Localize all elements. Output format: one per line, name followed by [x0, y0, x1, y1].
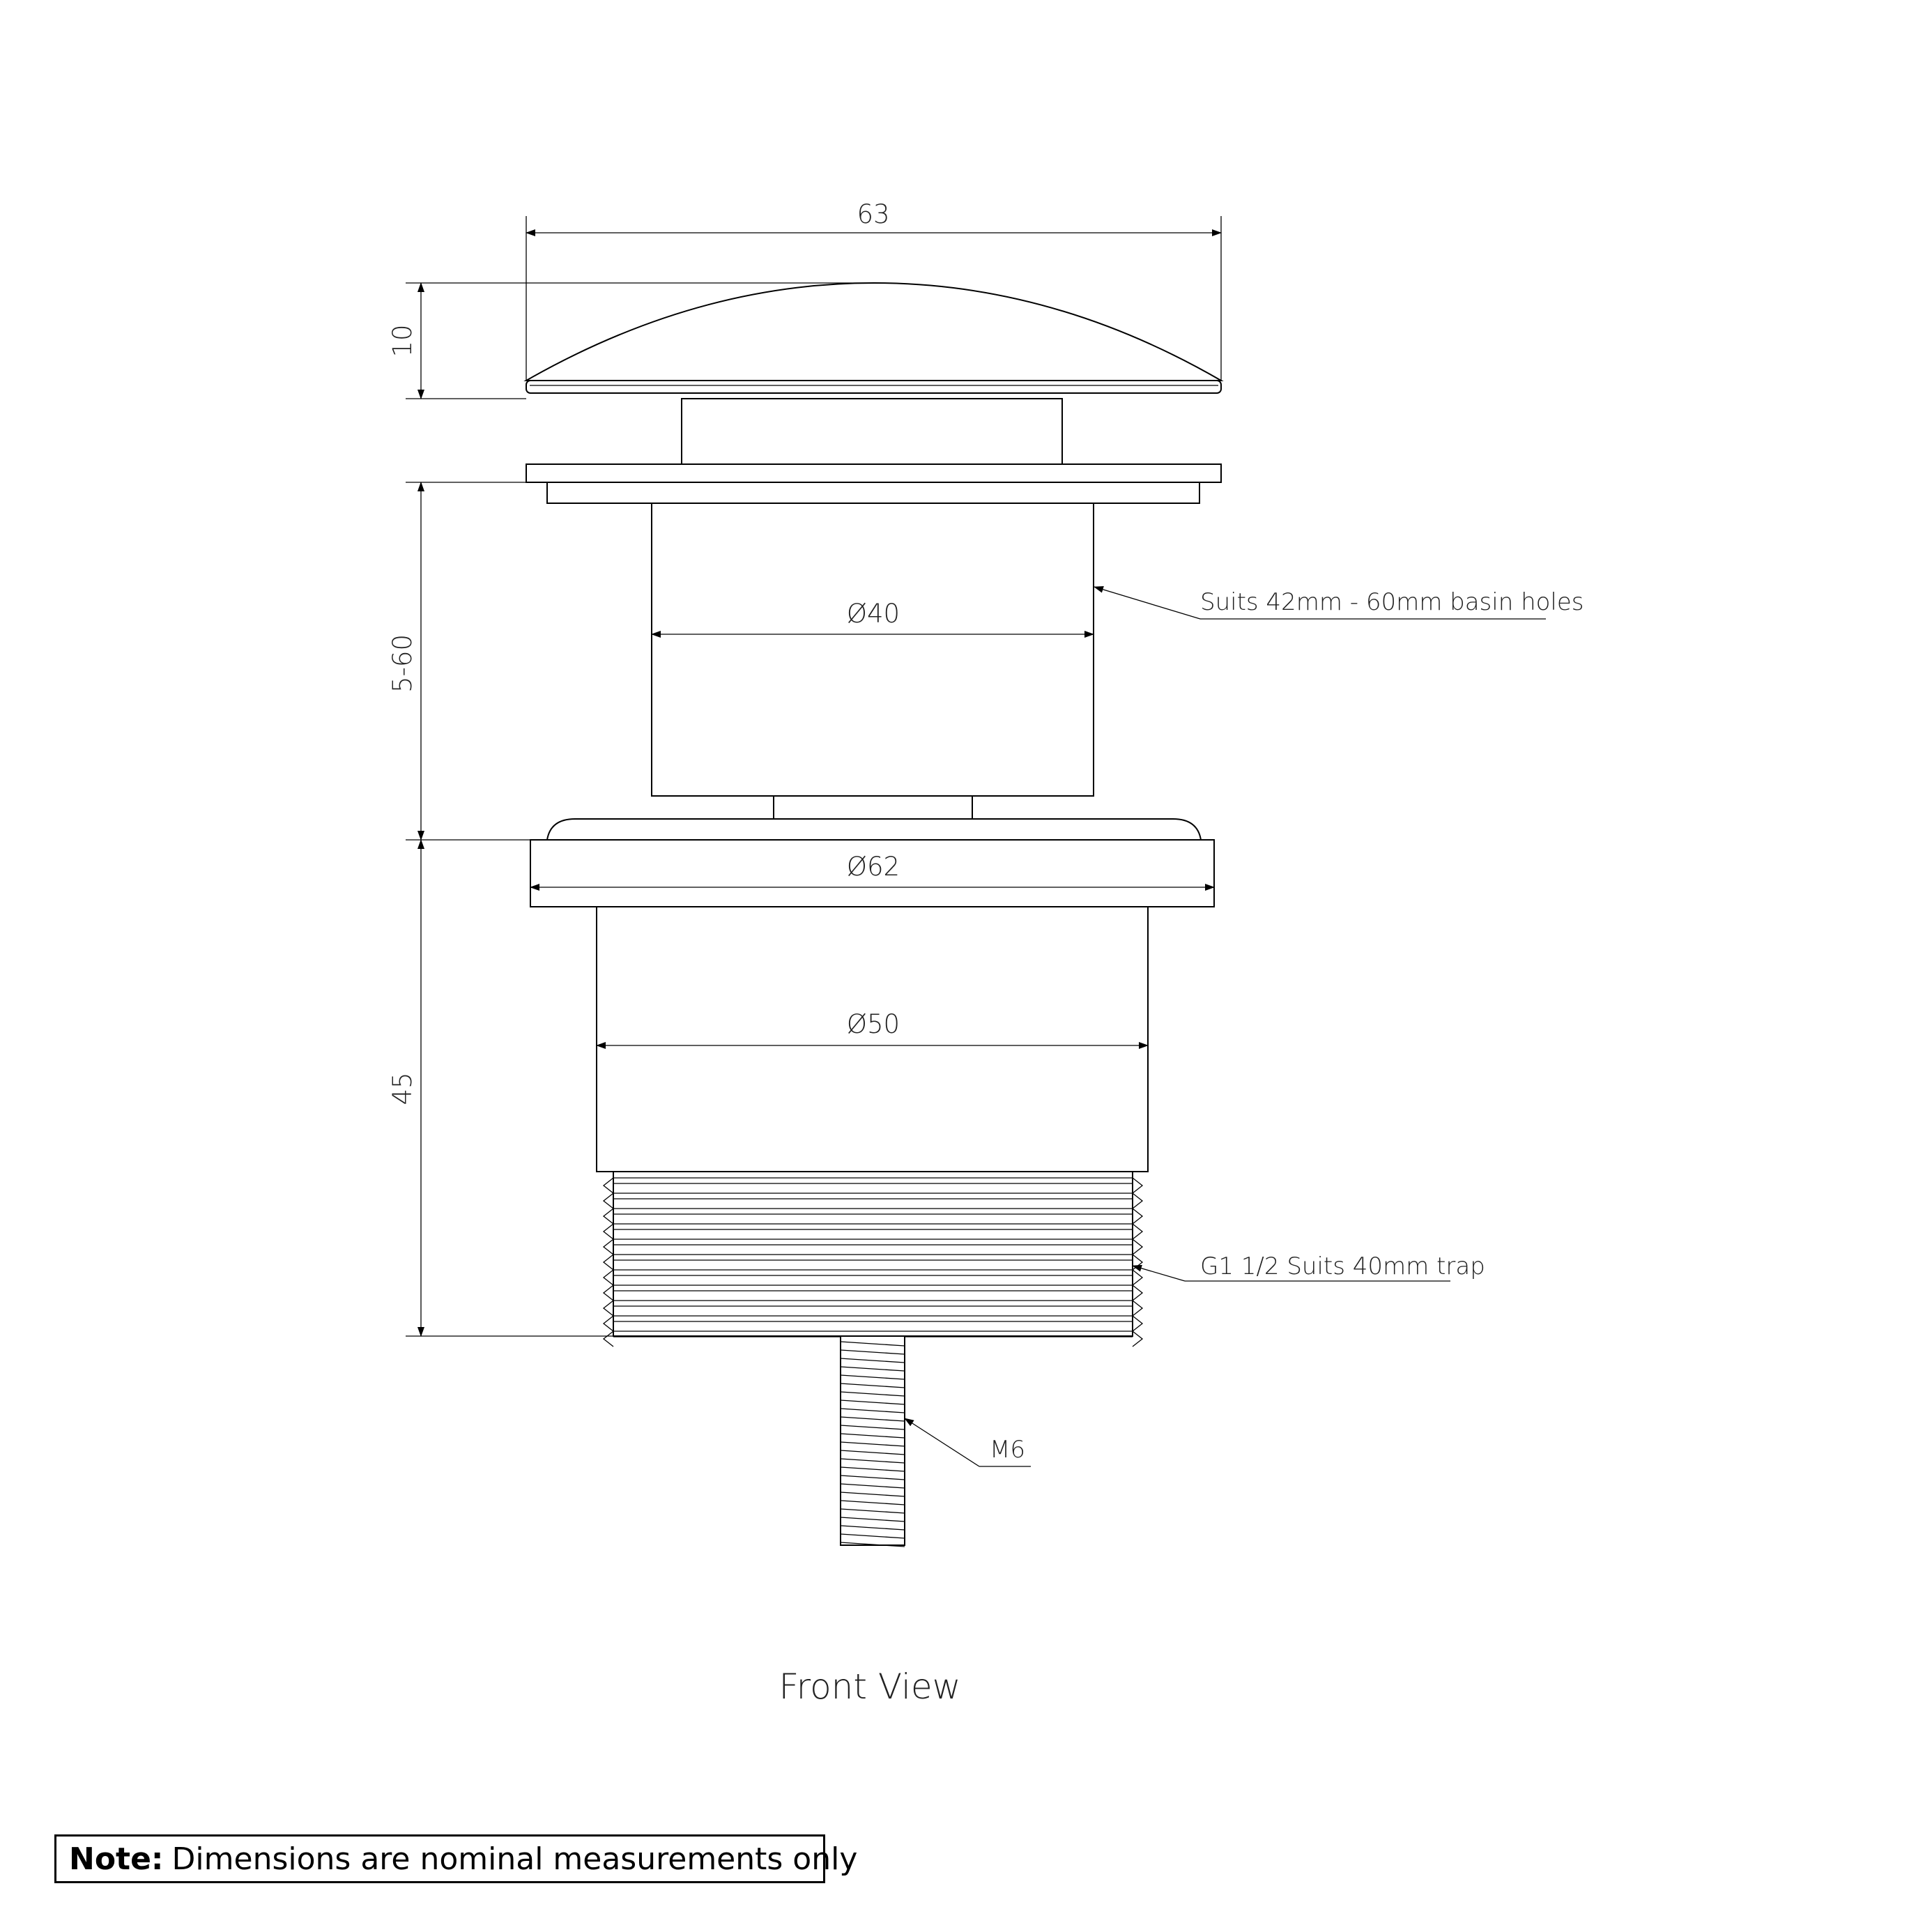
- callout-bolt-label: M6: [990, 1436, 1025, 1464]
- dim-body-height: [388, 840, 421, 1336]
- neck: [774, 796, 972, 819]
- dim-adjust-range-label: 5-60: [388, 634, 417, 693]
- callout-basin-holes: [1094, 587, 1584, 619]
- dim-width-top-label: 63: [857, 199, 890, 229]
- callout-basin-holes-label: Suits 42mm - 60mm basin holes: [1200, 588, 1584, 616]
- backnut-top: [547, 819, 1201, 840]
- note-box: [54, 1834, 858, 1883]
- dim-dia-upper-label: Ø40: [846, 599, 900, 629]
- dim-adjust-range: [388, 482, 421, 840]
- top-flange-lower: [547, 482, 1199, 503]
- top-flange: [526, 464, 1221, 482]
- waste-assembly: [526, 283, 1221, 1547]
- dim-cap-height-label: 10: [388, 324, 417, 358]
- cap-stem: [682, 399, 1062, 464]
- upper-body: [652, 503, 1094, 796]
- dim-dia-flange-label: Ø62: [846, 852, 900, 882]
- note-text: Dimensions are nominal measurements only: [171, 1841, 858, 1877]
- dim-cap-height: [388, 283, 421, 399]
- view-label: Front View: [779, 1666, 961, 1707]
- lower-body: [597, 907, 1148, 1172]
- dim-dia-lower-label: Ø50: [846, 1009, 900, 1039]
- dome-cap: [526, 283, 1221, 381]
- cap-rim: [526, 381, 1221, 393]
- dim-width-top: [526, 199, 1221, 233]
- thread-section: [604, 1172, 1142, 1347]
- dim-body-height-label: 45: [388, 1072, 417, 1105]
- callout-trap: [1133, 1252, 1485, 1281]
- callout-trap-label: G1 1/2 Suits 40mm trap: [1200, 1252, 1485, 1280]
- callout-bolt: [905, 1418, 1031, 1466]
- note-label: Note:: [69, 1841, 164, 1877]
- m6-bolt: [841, 1336, 905, 1547]
